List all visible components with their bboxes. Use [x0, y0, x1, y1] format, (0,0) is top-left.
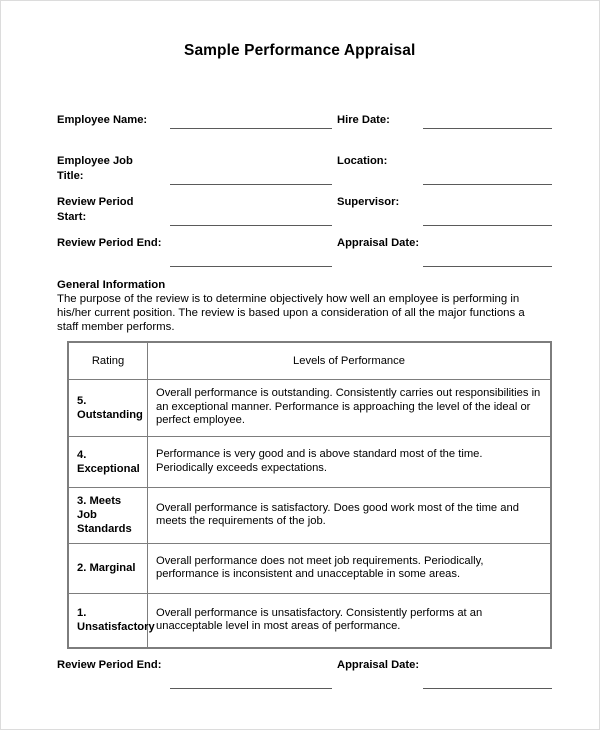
form-row — [57, 113, 552, 154]
table-row — [69, 594, 551, 648]
form-row — [57, 236, 552, 277]
field-employee-name — [57, 113, 337, 154]
column-header-rating: Rating — [69, 343, 148, 380]
general-information-section — [57, 278, 549, 334]
rating-label: 2. Marginal — [69, 544, 148, 594]
employee-job-title-input[interactable] — [170, 184, 332, 185]
form-row — [57, 195, 552, 236]
form-row — [57, 658, 552, 699]
column-header-levels-of-performance: Levels of Performance — [148, 343, 551, 380]
table-row — [69, 488, 551, 544]
rating-description: Overall performance is outstanding. Consistently carries out responsibilities in an exceptional manner. Performance is approaching the level of the ideal or perfect employee. — [148, 380, 551, 437]
field-appraisal-date — [337, 236, 552, 277]
field-label: Employee Job Title: — [57, 155, 133, 182]
supervisor-input[interactable] — [423, 225, 552, 226]
table-row — [69, 380, 551, 437]
footer-form — [57, 658, 552, 699]
field-label: Appraisal Date: — [337, 237, 420, 249]
field-label: Employee Name: — [57, 114, 148, 126]
field-supervisor — [337, 195, 552, 236]
field-label: Review Period Start: — [57, 196, 134, 223]
footer-field-appraisal-date — [337, 658, 552, 699]
field-employee-job-title — [57, 154, 337, 195]
field-location — [337, 154, 552, 195]
field-label: Appraisal Date: — [337, 659, 420, 671]
field-hire-date — [337, 113, 552, 154]
general-information-heading: General Information — [57, 279, 166, 291]
table-header-row — [69, 343, 551, 380]
rating-label: 1. Unsatisfactory — [69, 594, 148, 648]
page-title: Sample Performance Appraisal — [184, 42, 416, 59]
review-period-end-input[interactable] — [170, 266, 332, 267]
rating-description: Performance is very good and is above standard most of the time. Periodically exceeds expectations. — [148, 437, 551, 488]
field-review-period-start — [57, 195, 337, 236]
field-label: Hire Date: — [337, 114, 390, 126]
employee-info-form — [57, 113, 552, 277]
field-label: Review Period End: — [57, 237, 162, 249]
table-row — [69, 544, 551, 594]
rating-label: 5. Outstanding — [69, 380, 148, 437]
field-label: Supervisor: — [337, 196, 400, 208]
table-row — [69, 437, 551, 488]
field-label: Location: — [337, 155, 388, 167]
footer-review-period-end-input[interactable] — [170, 688, 332, 689]
footer-field-review-period-end — [57, 658, 337, 699]
rating-description: Overall performance is satisfactory. Does good work most of the time and meets the requirements of the job. — [148, 488, 551, 544]
general-information-body: The purpose of the review is to determine objectively how well an employee is performing in his/her current position. The review is based upon a consideration of all the major functions a staff member performs. — [57, 293, 525, 333]
rating-label: 3. Meets Job Standards — [69, 488, 148, 544]
levels-of-performance-table — [68, 342, 551, 648]
employee-name-input[interactable] — [170, 128, 332, 129]
form-row — [57, 154, 552, 195]
rating-description: Overall performance is unsatisfactory. Consistently performs at an unacceptable level in most areas of performance. — [148, 594, 551, 648]
field-review-period-end — [57, 236, 337, 277]
location-input[interactable] — [423, 184, 552, 185]
appraisal-date-input[interactable] — [423, 266, 552, 267]
hire-date-input[interactable] — [423, 128, 552, 129]
footer-appraisal-date-input[interactable] — [423, 688, 552, 689]
review-period-start-input[interactable] — [170, 225, 332, 226]
field-label: Review Period End: — [57, 659, 162, 671]
rating-label: 4. Exceptional — [69, 437, 148, 488]
rating-description: Overall performance does not meet job requirements. Periodically, performance is inconsistent and unacceptable in some areas. — [148, 544, 551, 594]
